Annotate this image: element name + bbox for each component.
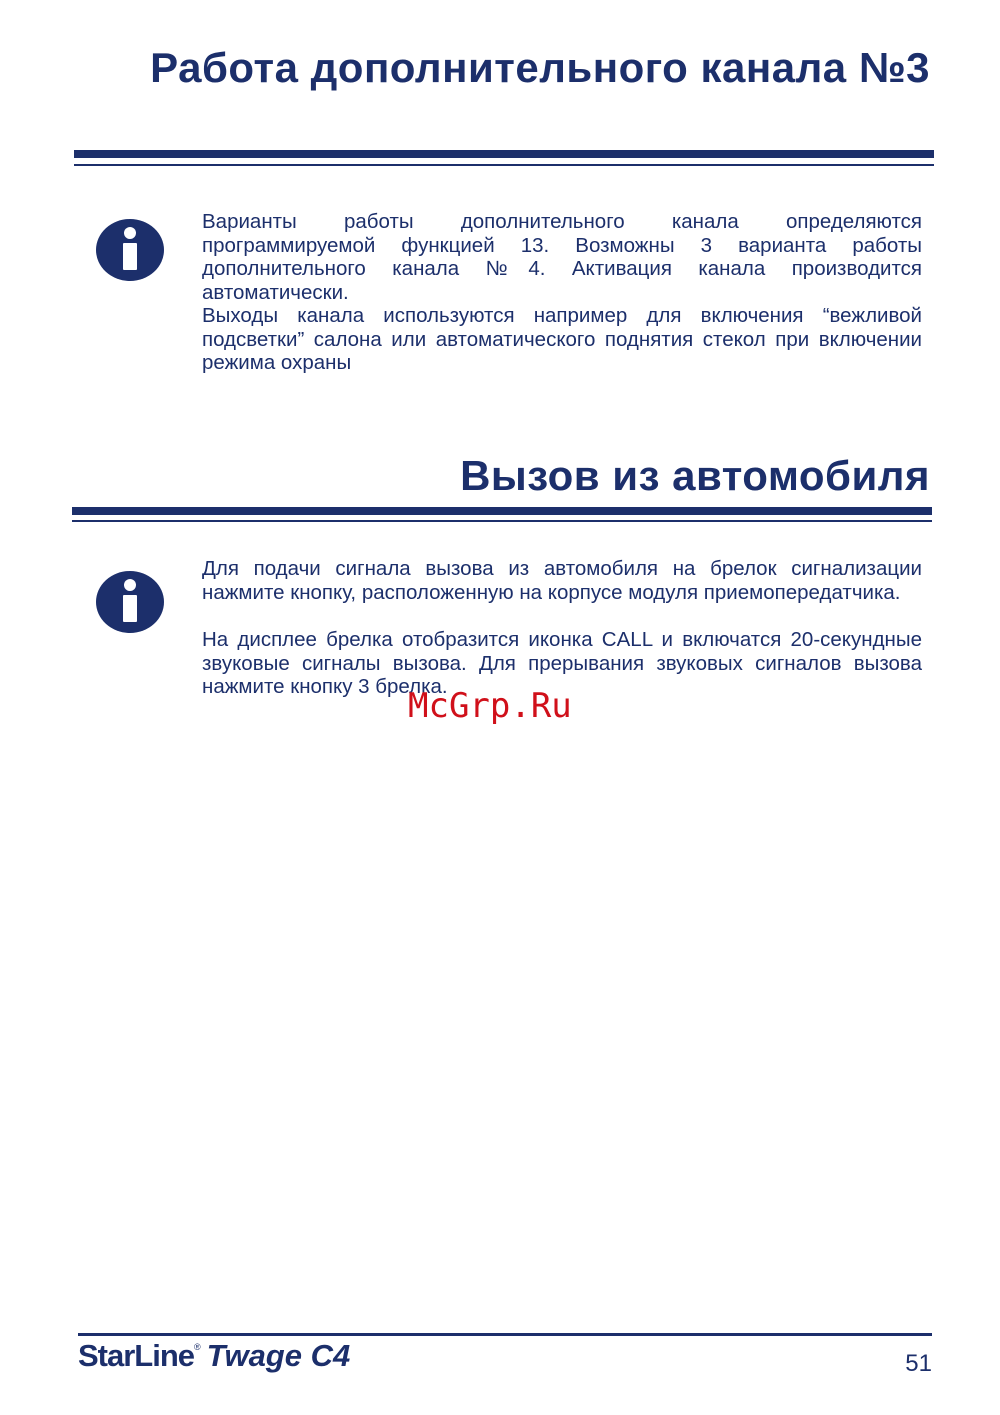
channel-3-outputs-note: Выходы канала используются например для включения “вежливой подсветки” салона или автоматического поднятия стекол при включении режима охраны xyxy=(202,304,922,374)
section-title-channel-3: Работа дополнительного канала №3 xyxy=(150,44,930,91)
footer-rule xyxy=(78,1333,932,1336)
info-icon xyxy=(96,219,164,281)
info-icon xyxy=(96,571,164,633)
call-instructions: Для подачи сигнала вызова из автомобиля на брелок сигнализации нажмите кнопку, расположенную на корпусе модуля приемопередатчика. xyxy=(202,557,922,604)
title-rule-thick xyxy=(74,150,934,158)
title-rule-thick xyxy=(72,507,932,515)
logo-brand: StarLine xyxy=(78,1338,195,1373)
logo-model: Twage C4 xyxy=(206,1338,351,1373)
call-display-note: На дисплее брелка отобразится иконка CALL и включатся 20-секундные звуковые сигналы вызова. Для прерывания звуковых сигналов вызова нажмите кнопку 3 брелка. xyxy=(202,628,922,698)
logo-registered-mark: ® xyxy=(194,1342,201,1352)
title-rule-thin xyxy=(74,164,934,166)
channel-3-description: Варианты работы дополнительного канала определяются программируемой функцией 13. Возможны 3 варианта работы дополнительного канала №4. Активация канала производится автоматически. xyxy=(202,210,922,304)
title-rule-thin xyxy=(72,520,932,522)
section-title-call-from-car: Вызов из автомобиля xyxy=(460,452,930,499)
watermark: McGrp.Ru xyxy=(408,686,572,726)
starline-logo xyxy=(78,1338,350,1374)
page-number: 51 xyxy=(905,1350,932,1377)
